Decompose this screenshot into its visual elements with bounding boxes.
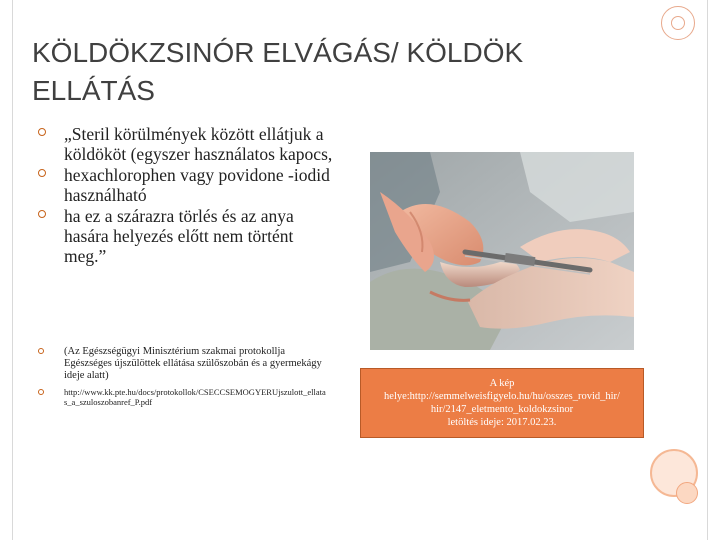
slide-title-line1: KÖLDÖKZSINÓR ELVÁGÁS/ KÖLDÖK (32, 37, 524, 68)
bullet-text: hexachlorophen vagy povidone -iodid használható (64, 165, 330, 205)
reference-list (38, 346, 328, 412)
bullet-circle-icon (38, 128, 46, 136)
bullet-text: ha ez a szárazra törlés és az anya hasára helyezés előtt nem történt meg.” (64, 206, 294, 266)
slide-title-line2: ELLÁTÁS (32, 75, 155, 106)
bullet-circle-icon (38, 210, 46, 218)
decorative-circle-bottom-small (676, 482, 698, 504)
caption-line: A kép (489, 378, 515, 389)
list-item (38, 387, 328, 407)
caption-source-url-cont[interactable]: hir/2147_eletmento_koldokzsinor (430, 404, 574, 415)
bullet-circle-icon (38, 169, 46, 177)
reference-text: (Az Egészségügyi Minisztérium szakmai protokollja Egészséges újszülöttek ellátása szülőszobán és a gyermekágy ideje alatt) (64, 346, 322, 381)
slide-frame-left (12, 0, 13, 540)
bullet-text: „Steril körülmények között ellátjuk a köldököt (egyszer használatos kapocs, (64, 124, 333, 164)
bullet-circle-icon (38, 348, 44, 354)
decorative-circle-top-inner (671, 16, 685, 30)
slide-frame-right (707, 0, 708, 540)
main-bullet-list (38, 124, 338, 267)
list-item (38, 124, 338, 164)
slide-title (32, 34, 632, 110)
caption-download-date: letöltés ideje: 2017.02.23. (447, 417, 557, 428)
image-source-caption (360, 368, 644, 438)
caption-source-url[interactable]: helye:http://semmelweisfigyelo.hu/hu/osszes_rovid_hir/ (384, 391, 620, 402)
list-item (38, 165, 338, 205)
umbilical-cord-photo (370, 152, 634, 350)
list-item (38, 206, 338, 266)
clamp-photo-illustration (370, 152, 634, 350)
bullet-circle-icon (38, 389, 44, 395)
list-item (38, 346, 328, 382)
reference-link[interactable]: http://www.kk.pte.hu/docs/protokollok/CSECCSEMOGYERUjszulott_ellatas_a_szuloszobanref_P.pdf (64, 387, 326, 407)
